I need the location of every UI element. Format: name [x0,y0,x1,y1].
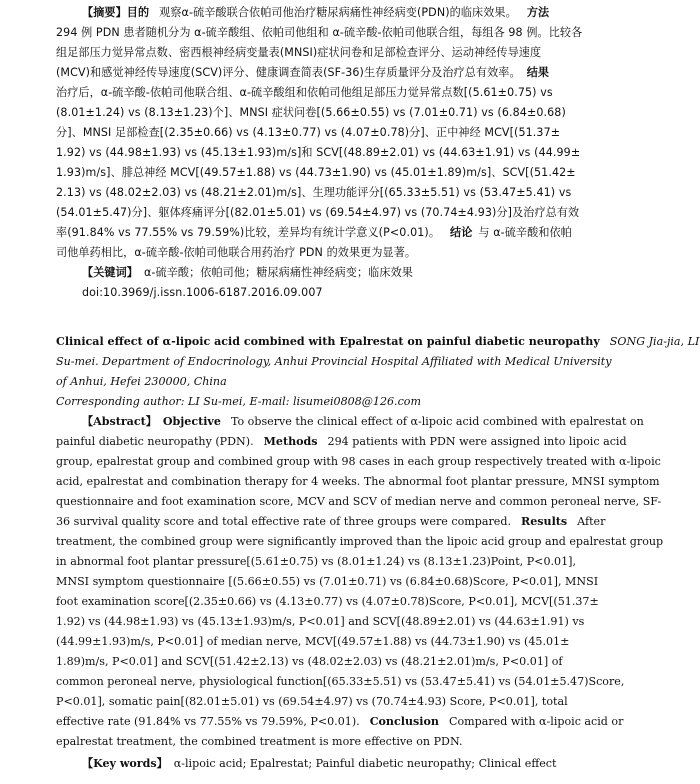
en-abstract-line-13: 1.89)m/s, P<0.01] and SCV[(51.42±2.13) vs (48.02±2.03) vs (48.21±2.01)m/s, P<0.01] of [56,655,563,668]
en-abstract-line-10: foot examination score[(2.35±0.66) vs (4.13±0.77) vs (4.07±0.78)Score, P<0.01], MCV[(51.37± [56,595,599,608]
en-results-head: Results [520,515,568,528]
en-keywords-line [82,754,662,774]
en-line-text: 294 patients with PDN were assigned into lipoic acid [327,435,627,448]
cn-abstract-line-5: 治疗后，α-硫辛酸-依帕司他联合组、α-硫辛酸组和依帕司他组足部压力觉异常点数[(5.61±0.75) vs [56,86,553,99]
cn-keywords-label: 【关键词】 [82,266,138,279]
cn-line-text: 观察α-硫辛酸联合依帕司他治疗糖尿病痛性神经病变(PDN)的临床效果。 [159,6,517,19]
cn-methods-head: 方法 [526,6,550,19]
cn-abstract-line-6: (8.01±1.24) vs (8.13±1.23)个]、MNSI 症状问卷[(5.66±0.55) vs (7.01±0.71) vs (6.84±0.68) [56,106,566,119]
en-abstract-line-8: in abnormal foot plantar pressure[(5.61±0.75) vs (8.01±1.24) vs (8.13±1.23)Point, P<0.01], [56,555,577,568]
en-abstract-line-4: acid, epalrestat and combination therapy for 4 weeks. The abnormal foot plantar pressure, MNSI symptom [56,475,660,488]
cn-line-text: (MCV)和感觉神经传导速度(SCV)评分、健康调查简表(SF-36)生存质量评分及治疗总有效率。 [56,66,521,79]
en-abstract-line-12: (44.99±1.93)m/s, P<0.01] of median nerve, MCV[(49.57±1.88) vs (44.73±1.90) vs (45.01± [56,635,570,648]
en-line-text: painful diabetic neuropathy (PDN). [56,435,254,448]
en-objective-head: Objective [162,415,221,428]
en-title: Clinical effect of α-lipoic acid combined with Epalrestat on painful diabetic neuropathy [56,335,600,348]
en-abstract-line-15: P<0.01], somatic pain[(82.01±5.01) vs (69.54±4.97) vs (70.74±4.93) Score, P<0.01], total [56,695,568,708]
doi-line: doi:10.3969/j.issn.1006-6187.2016.09.007 [82,286,323,299]
cn-abstract-line-3: 组足部压力觉异常点数、密西根神经病变量表(MNSI)症状问卷和足部检查评分、运动神经传导速度 [56,46,542,59]
cn-abstract-line-13: 司他单药相比，α-硫辛酸-依帕司他联合用药治疗 PDN 的效果更为显著。 [56,246,417,259]
en-authors: SONG Jia-jia, LI [609,335,700,348]
cn-abstract-line-9: 1.93)m/s]、腓总神经 MCV[(49.57±1.88) vs (44.73±1.90) vs (45.01±1.89)m/s]、SCV[(51.42± [56,166,576,179]
en-line-text: To observe the clinical effect of α-lipoic acid combined with epalrestat on [230,415,644,428]
cn-abstract-label: 【摘要】 [82,6,127,19]
en-abstract-line-7: treatment, the combined group were significantly improved than the lipoic acid group and epalrestat group [56,535,664,548]
en-abstract-line-5: questionnaire and foot examination score, MCV and SCV of median nerve and common peroneal nerve, SF- [56,495,662,508]
en-conclusion-head: Conclusion [369,715,439,728]
cn-abstract-line-10: 2.13) vs (48.02±2.03) vs (48.21±2.01)m/s]、生理功能评分[(65.33±5.51) vs (53.47±5.41) vs [56,186,572,199]
cn-abstract-line-8: 1.92) vs (44.98±1.93) vs (45.13±1.93)m/s]和 SCV[(48.89±2.01) vs (44.63±1.91) vs (44.99± [56,146,581,159]
cn-abstract-line-2: 294 例 PDN 患者随机分为 α-硫辛酸组、依帕司他组和 α-硫辛酸-依帕司他联合组，每组各 98 例。比较各 [56,26,583,39]
en-abstract-line-1 [82,412,662,432]
en-line-text: effective rate (91.84% vs 77.55% vs 79.59%, P<0.01). [56,715,360,728]
en-keywords: α-lipoic acid; Epalrestat; Painful diabetic neuropathy; Clinical effect [173,757,557,770]
cn-keywords-line [82,263,662,283]
cn-objective-head: 目的 [126,6,150,19]
en-abstract-line-16 [56,712,662,732]
en-abstract-line-11: 1.92) vs (44.98±1.93) vs (45.13±1.93)m/s, P<0.01] and SCV[(48.89±2.01) vs (44.63±1.91) vs [56,615,585,628]
en-line-text: 36 survival quality score and total effective rate of three groups were compared. [56,515,511,528]
en-keywords-label: 【Key words】 [82,757,168,770]
en-line-text: After [577,515,606,528]
en-affiliation-line-2: of Anhui, Hefei 230000, China [56,375,227,388]
en-abstract-line-9: MNSI symptom questionnaire [(5.66±0.55) vs (7.01±0.71) vs (6.84±0.68)Score, P<0.01], MNSI [56,575,599,588]
en-affiliation-line-1: Su-mei. Department of Endocrinology, Anhui Provincial Hospital Affiliated with Medical University [56,355,612,368]
cn-abstract-line-11: (54.01±5.47)分]、躯体疼痛评分[(82.01±5.01) vs (69.54±4.97) vs (70.74±4.93)分]及治疗总有效 [56,206,580,219]
cn-abstract-line-4 [56,63,662,83]
en-abstract-line-6 [56,512,662,532]
cn-abstract-line-12 [56,223,662,243]
en-corresponding: Corresponding author: LI Su-mei, E-mail: lisumei0808@126.com [56,395,421,408]
cn-line-text: 率(91.84% vs 77.55% vs 79.59%)比较，差异均有统计学意义(P<0.01)。 [56,226,441,239]
cn-line-text: 与 α-硫辛酸和依帕 [478,226,572,239]
cn-abstract-line-1 [82,3,662,23]
en-abstract-line-14: common peroneal nerve, physiological function[(65.33±5.51) vs (53.47±5.41) vs (54.01±5.47)Score, [56,675,625,688]
en-abstract-line-17: epalrestat treatment, the combined treatment is more effective on PDN. [56,735,463,748]
cn-conclusion-head: 结论 [450,226,473,239]
cn-results-head: 结果 [526,66,550,79]
en-abstract-label: 【Abstract】 [82,415,157,428]
en-abstract-line-3: group, epalrestat group and combined group with 98 cases in each group respectively treated with α-lipoic [56,455,661,468]
en-abstract-line-2 [56,432,662,452]
cn-keywords: α-硫辛酸；依帕司他；糖尿病痛性神经病变；临床效果 [143,266,413,279]
en-methods-head: Methods [263,435,318,448]
cn-abstract-line-7: 分]、MNSI 足部检查[(2.35±0.66) vs (4.13±0.77) vs (4.07±0.78)分]、正中神经 MCV[(51.37± [56,126,561,139]
en-line-text: Compared with α-lipoic acid or [448,715,624,728]
en-title-line [56,332,700,352]
